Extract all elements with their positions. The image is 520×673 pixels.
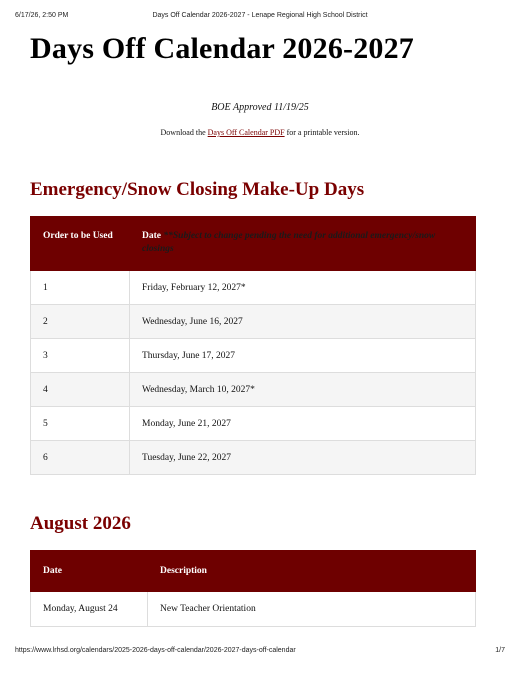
august-table: [30, 550, 476, 627]
print-datetime: 6/17/26, 2:50 PM: [15, 12, 69, 19]
header-date: Date: [31, 551, 148, 592]
date-cell: Thursday, June 17, 2027: [130, 339, 476, 373]
print-doc-title: Days Off Calendar 2026-2027 - Lenape Regional High School District: [152, 12, 368, 19]
table-row: [31, 373, 476, 407]
table-header-row: [31, 217, 476, 271]
order-cell: 2: [31, 305, 130, 339]
date-cell: Wednesday, March 10, 2027*: [130, 373, 476, 407]
table-row: [31, 441, 476, 475]
header-description: Description: [148, 551, 476, 592]
order-cell: 5: [31, 407, 130, 441]
download-prefix: Download the: [160, 128, 208, 137]
header-date: Date: [142, 231, 161, 241]
table-row: [31, 271, 476, 305]
header-date-cell: [130, 217, 476, 271]
date-cell: Monday, June 21, 2027: [130, 407, 476, 441]
description-cell: New Teacher Orientation: [148, 592, 476, 627]
emergency-section-title: Emergency/Snow Closing Make-Up Days: [30, 179, 365, 200]
download-line: [0, 128, 520, 137]
table-row: [31, 339, 476, 373]
date-cell: Tuesday, June 22, 2027: [130, 441, 476, 475]
print-footer: [15, 647, 505, 659]
order-cell: 1: [31, 271, 130, 305]
order-cell: 4: [31, 373, 130, 407]
date-cell: Friday, February 12, 2027*: [130, 271, 476, 305]
table-row: [31, 407, 476, 441]
table-row: [31, 592, 476, 627]
print-url: https://www.lrhsd.org/calendars/2025-2026-days-off-calendar/2026-2027-days-off-calendar: [15, 647, 296, 654]
date-cell: Wednesday, June 16, 2027: [130, 305, 476, 339]
header-order: Order to be Used: [31, 217, 130, 271]
download-pdf-link[interactable]: Days Off Calendar PDF: [207, 128, 285, 137]
print-header: [15, 12, 505, 24]
order-cell: 3: [31, 339, 130, 373]
table-row: [31, 305, 476, 339]
table-header-row: [31, 551, 476, 592]
page-title: Days Off Calendar 2026-2027: [30, 32, 415, 65]
emergency-makeup-table: [30, 216, 476, 475]
order-cell: 6: [31, 441, 130, 475]
print-page-number: 1/7: [495, 647, 505, 654]
august-section-title: August 2026: [30, 513, 131, 534]
download-suffix: for a printable version.: [284, 128, 360, 137]
boe-approved-note: BOE Approved 11/19/25: [211, 102, 309, 113]
header-note: **Subject to change pending the need for additional emergency/snow closings: [142, 231, 436, 254]
date-cell: Monday, August 24: [31, 592, 148, 627]
